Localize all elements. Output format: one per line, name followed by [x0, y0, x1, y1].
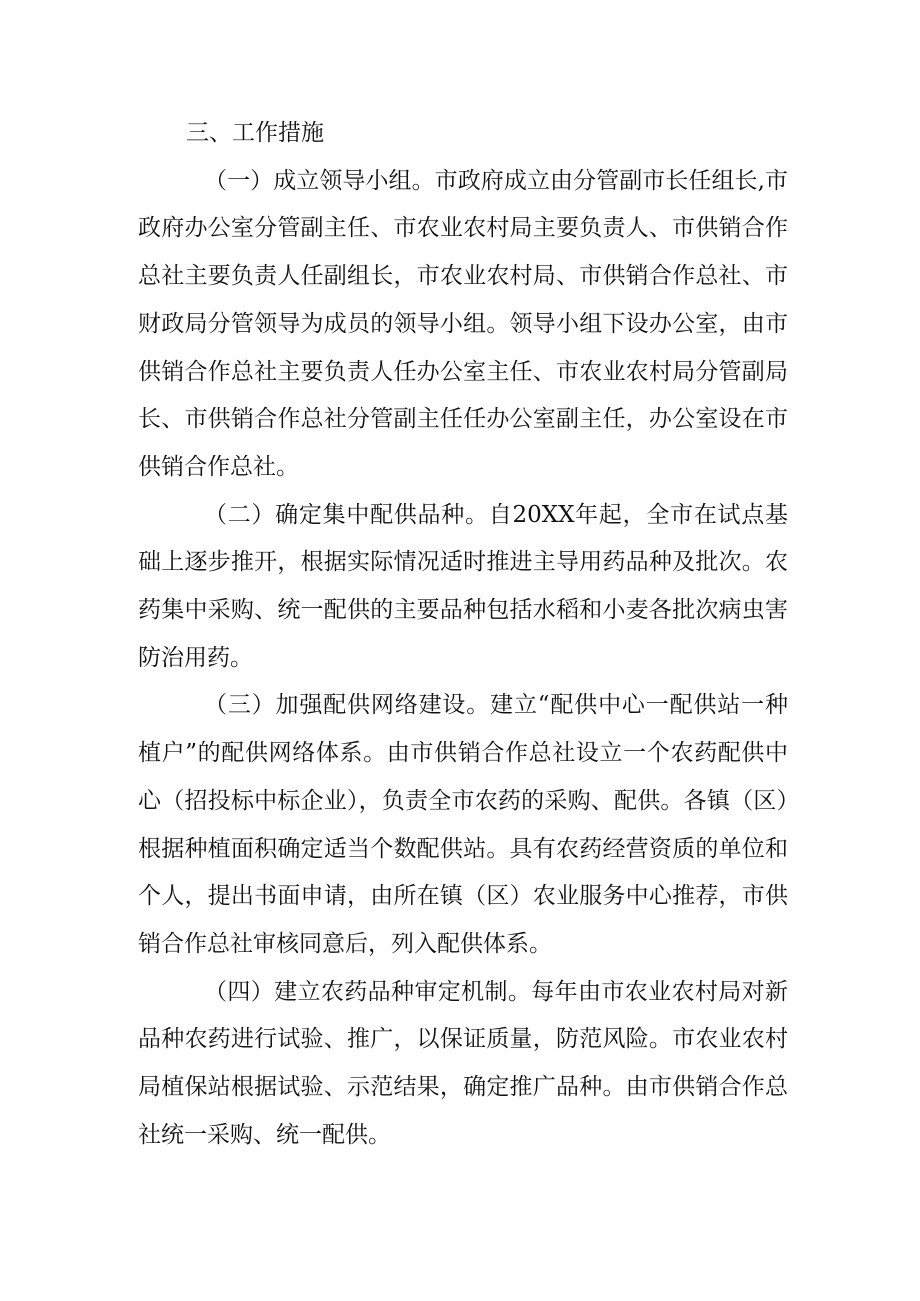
document-body: [138, 110, 788, 1159]
paragraph-variety-review: （四）建立农药品种审定机制。每年由市农业农村局对新品种农药进行试验、推广，以保证质量，防范风险。市农业农村局植保站根据试验、示范结果，确定推广品种。由市供销合作总社统一采购、统一配供。: [138, 978, 788, 1148]
paragraph-supply-network: （三）加强配供网络建设。建立“配供中心一配供站一种植户”的配供网络体系。由市供销合作总社设立一个农药配供中心（招投标中标企业），负责全市农药的采购、配供。各镇（区）根据种植面积确定适当个数配供站。具有农药经营资质的单位和个人，提出书面申请，由所在镇（区）农业服务中心推荐，市供销合作总社审核同意后，列入配供体系。: [138, 692, 788, 957]
paragraph-leadership-group: （一）成立领导小组。市政府成立由分管副市长任组长,市政府办公室分管副主任、市农业农村局主要负责人、市供销合作总社主要负责人任副组长，市农业农村局、市供销合作总社、市财政局分管领导为成员的领导小组。领导小组下设办公室，由市供销合作总社主要负责人任办公室主任、市农业农村局分管副局长、市供销合作总社分管副主任任办公室副主任，办公室设在市供销合作总社。: [138, 167, 788, 480]
paragraph-supply-varieties: （二）确定集中配供品种。自20XX年起，全市在试点基础上逐步推开，根据实际情况适时推进主导用药品种及批次。农药集中采购、统一配供的主要品种包括水稻和小麦各批次病虫害防治用药。: [138, 501, 788, 671]
section-heading: 三、工作措施: [186, 120, 324, 146]
